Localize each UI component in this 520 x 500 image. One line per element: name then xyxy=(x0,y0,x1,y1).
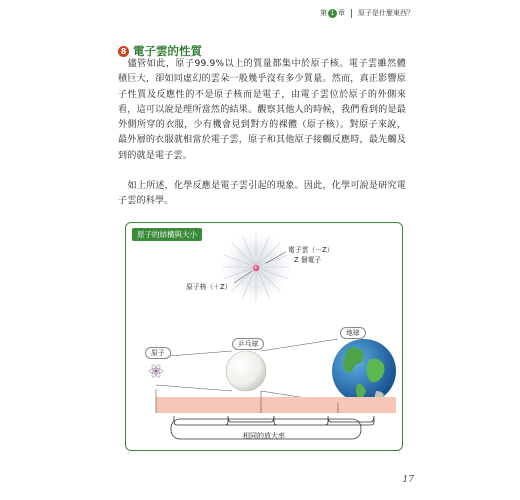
atom-tag: 原子 xyxy=(145,347,171,359)
scale-bracket xyxy=(174,416,374,425)
nucleus-label: 原子核（＋Z） xyxy=(186,283,232,291)
earth-globe xyxy=(332,339,396,403)
chapter-title: 原子是什麼東西？ xyxy=(358,9,414,17)
nucleus-dot xyxy=(253,265,259,271)
figure-title: 原子的結構與大小 xyxy=(132,228,202,241)
electron-count-label: Z 個電子 xyxy=(294,256,322,264)
same-magnification-label: 相同的放大率 xyxy=(243,432,285,440)
running-header xyxy=(320,8,414,18)
chapter-prefix: 第 xyxy=(320,9,327,17)
section-number-badge: 8 xyxy=(118,46,129,57)
atom-structure-figure xyxy=(125,222,403,451)
page-number: 17 xyxy=(402,475,414,485)
chapter-indicator xyxy=(320,8,345,18)
pingpong-tag: 乒乓球 xyxy=(232,338,264,350)
electron-cloud-label: 電子雲（－Z） xyxy=(288,246,334,254)
body-paragraph-2: 如上所述，化學反應是電子雲引起的現象。因此，化學可說是研究電子雲的科學。 xyxy=(118,181,406,207)
section-title: 電子雲的性質 xyxy=(133,44,202,58)
chapter-suffix: 章 xyxy=(338,9,345,17)
body-paragraph-1: 儘管如此，原子99.9%以上的質量都集中於原子核。電子雲雖然體積巨大，卻如同虛幻的雲朵一般幾乎沒有多少質量。然而，真正影響原子性質及反應性的不是原子核而是電子，由電子雲位於原子的外側來看，這可以說是理所當然的結果。觀察其他人的時候，我們看到的是最外側所穿的衣服，少有機會見到對方的裸體（原子核）。對原子來說，最外層的衣服就相當於電子雲，原子和其他原子接觸反應時，最先觸及到的就是電子雲。 xyxy=(118,59,406,161)
header-divider xyxy=(351,9,352,18)
pingpong-ball xyxy=(226,351,266,391)
scale-bar xyxy=(156,397,396,413)
small-atom-icon xyxy=(149,364,163,379)
chapter-number-badge: 1 xyxy=(328,9,337,18)
earth-tag: 地球 xyxy=(340,327,366,339)
